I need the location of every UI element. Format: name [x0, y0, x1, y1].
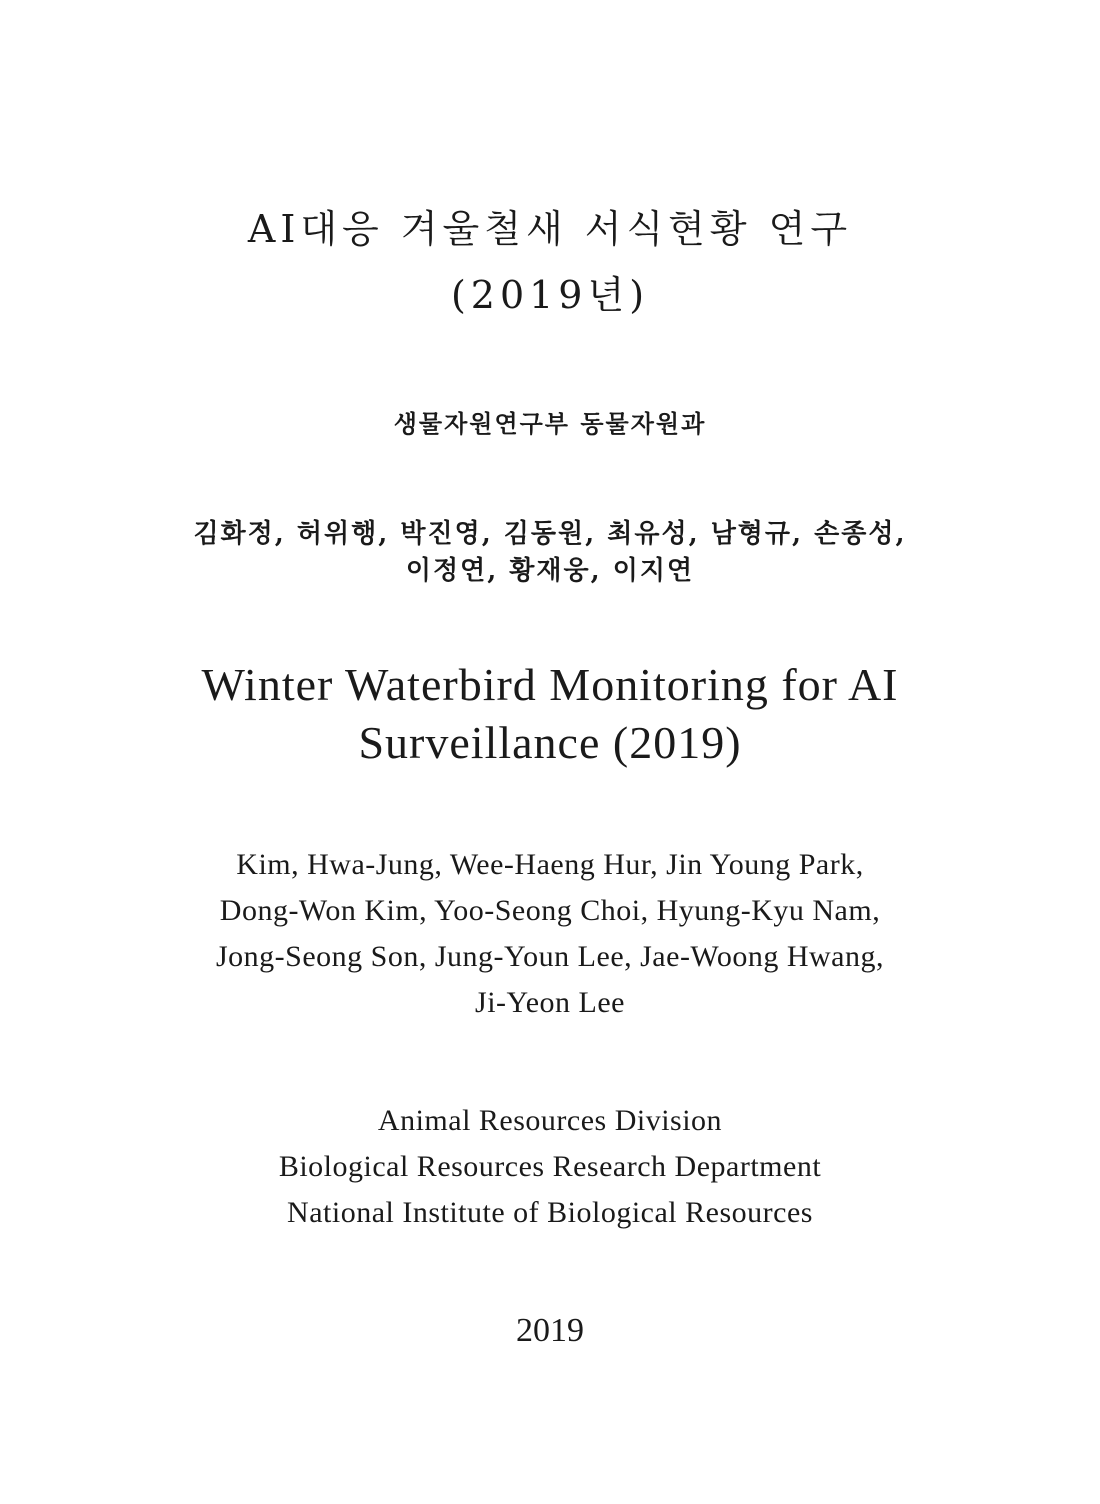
- korean-authors-line-1: 김화정, 허위행, 박진영, 김동원, 최유성, 남형규, 손종성,: [193, 519, 907, 549]
- english-authors-line-2: Dong-Won Kim, Yoo-Seong Choi, Hyung-Kyu Nam,: [219, 894, 881, 927]
- english-title-line-2: Surveillance (2019): [358, 717, 742, 768]
- english-authors-line-3: Jong-Seong Son, Jung-Youn Lee, Jae-Woong Hwang,: [216, 940, 884, 973]
- affiliation-division: Animal Resources Division: [377, 1104, 723, 1137]
- korean-department: 생물자원연구부 동물자원과: [393, 409, 707, 438]
- korean-authors-line-2: 이정연, 황재웅, 이지연: [405, 556, 695, 586]
- affiliation-institute: National Institute of Biological Resources: [287, 1196, 813, 1229]
- korean-title-line-2: (2019년): [450, 273, 650, 317]
- affiliation-department: Biological Resources Research Department: [278, 1150, 822, 1183]
- english-authors-line-4: Ji-Yeon Lee: [475, 986, 625, 1019]
- publication-year: 2019: [516, 1312, 584, 1349]
- english-authors-line-1: Kim, Hwa-Jung, Wee-Haeng Hur, Jin Young Park,: [236, 848, 864, 881]
- english-title-line-1: Winter Waterbird Monitoring for AI: [201, 659, 899, 710]
- korean-title-line-1: AI대응 겨울철새 서식현황 연구: [247, 207, 853, 251]
